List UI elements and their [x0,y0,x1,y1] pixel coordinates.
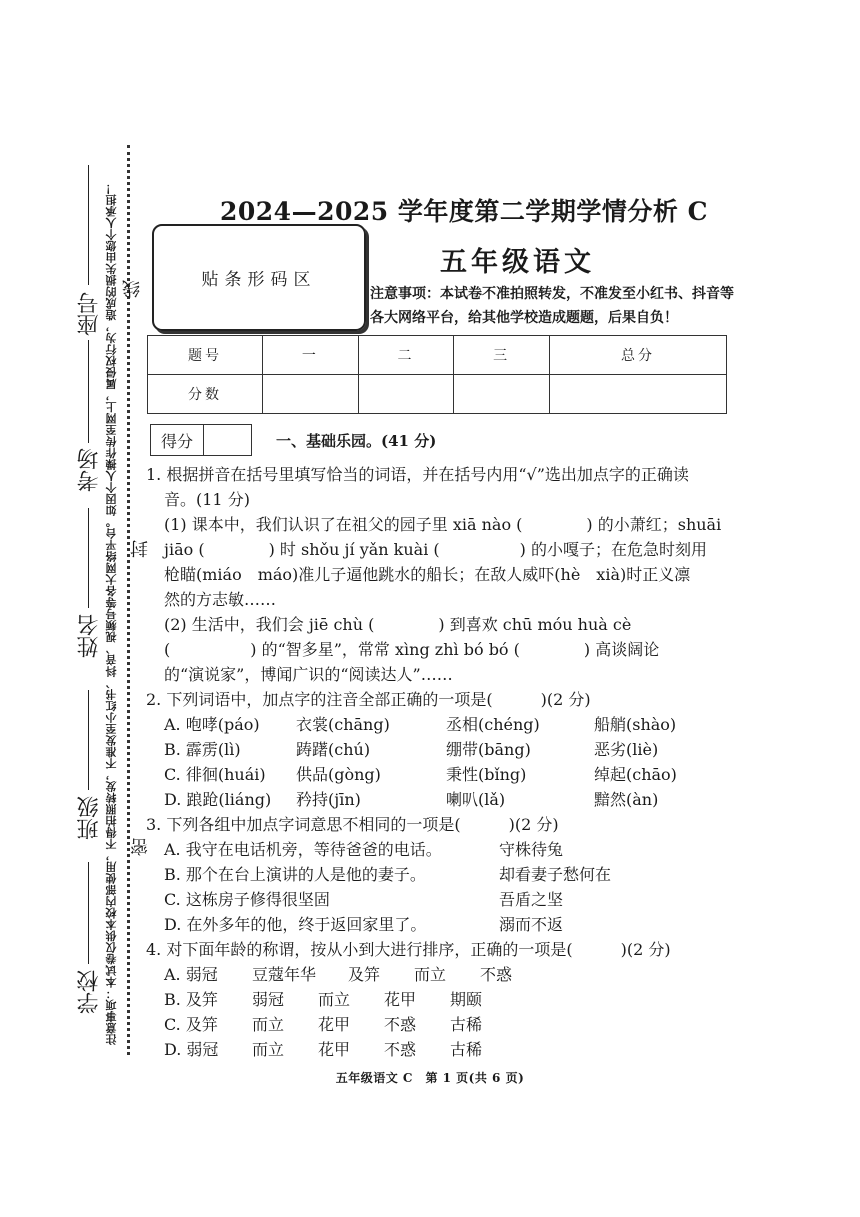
exam-title: 2024—2025 学年度第二学期学情分析 C [220,197,708,226]
q4-option: 花甲 [318,1040,351,1059]
table-row [148,336,727,375]
q2-option: 衣裳(chāng) [296,715,390,734]
q2-option: 绰起(chāo) [594,765,677,784]
score-input-cell[interactable] [263,375,359,414]
name-field[interactable] [88,508,89,608]
q4-option: 豆蔻年华 [252,965,317,984]
q2-option: C. 徘徊(huái) [164,765,266,784]
binding-warning: 注意事项：本试卷仅供本校内部使用，不得拍照转发，不准发至小红书、抖音、视频号等各大网络平台。如因个人操作传至网上，属侵权行为，造成的损失由您个人承担！ [105,182,118,1045]
class-field[interactable] [88,690,89,790]
q4-option: 古稀 [450,1015,483,1034]
q2-option: 喇叭(lǎ) [446,790,506,809]
table-cell: 二 [358,336,454,375]
section-score-box [150,424,252,456]
q1-line: (1) 课本中，我们认识了在祖父的园子里 xiā nào ( ) 的小萧红；shuāi [164,515,722,534]
q3-stem: 3. 下列各组中加点字词意思不相同的一项是( )(2 分) [146,815,559,834]
binding-mi: 密 [130,838,151,856]
q2-option-row [164,712,736,737]
seat-field[interactable] [88,165,89,285]
q4-option-row [164,1037,736,1062]
q3-option-row [164,912,736,937]
q1-line: 1. 根据拼音在括号里填写恰当的词语，并在括号内用“√”选出加点字的正确读 [146,465,689,484]
q4-option: 古稀 [450,1040,483,1059]
q2-option: 踌躇(chú) [296,740,371,759]
q3-option-compare: 吾盾之坚 [499,890,564,909]
q2-option: D. 踉跄(liáng) [164,790,272,809]
q4-option-row [164,1012,736,1037]
q4-option: 不惑 [480,965,513,984]
q2-options [146,712,736,812]
room-field[interactable] [88,340,89,443]
q3-option: B. 那个在台上演讲的人是他的妻子。 [164,865,426,884]
q4-option: B. 及笄 [164,990,218,1009]
q2-option: 恶劣(liè) [594,740,659,759]
table-cell: 一 [263,336,359,375]
q4-option: 而立 [252,1040,285,1059]
q2-stem: 2. 下列词语中，加点字的注音全部正确的一项是( )(2 分) [146,690,591,709]
q2-option: 矜持(jīn) [296,790,361,809]
score-input-cell[interactable] [549,375,726,414]
seat-label: 座号 [77,292,102,336]
q2-option: 船艄(shào) [594,715,677,734]
q4-options [146,962,736,1062]
q1-line: 的“演说家”，博闻广识的“阅读达人”…… [164,665,453,684]
subject-title: 五年级语文 [440,247,595,278]
table-cell: 题号 [148,336,263,375]
q2-option: 丞相(chéng) [446,715,540,734]
q1-line: 音。(11 分) [164,490,250,509]
binding-feng: 封 [130,540,151,558]
table-cell: 分数 [148,375,263,414]
q3-option: D. 在外多年的他，终于返回家里了。 [164,915,427,934]
class-label: 班级 [77,796,102,840]
q4-option: 而立 [252,1015,285,1034]
barcode-area [152,224,366,331]
barcode-label: 贴条形码区 [201,270,317,290]
q2-option: 绷带(bāng) [446,740,531,759]
score-table [147,335,727,414]
q2-option: 黯然(àn) [594,790,659,809]
q4-option: 而立 [318,990,351,1009]
table-row [148,375,727,414]
q4-stem: 4. 对下面年龄的称谓，按从小到大进行排序，正确的一项是( )(2 分) [146,940,671,959]
q4-option: A. 弱冠 [164,965,218,984]
q4-option: 花甲 [318,1015,351,1034]
q4-option: 期颐 [450,990,483,1009]
q3-option-compare: 却看妻子愁何在 [499,865,612,884]
school-label: 学校 [77,970,102,1014]
q4-option-row [164,987,736,1012]
q3-option-compare: 守株待兔 [499,840,564,859]
q3-option: C. 这栋房子修得很坚固 [164,890,330,909]
section-title: 一、基础乐园。(41 分) [276,432,437,450]
q1-line: 然的方志敏…… [164,590,277,609]
page-footer: 五年级语文 C 第 1 页(共 6 页) [335,1071,525,1085]
q1-line: 枪瞄(miáo máo)准儿子逼他跳水的船长；在敌人威吓(hè xià)时正义凛 [164,565,691,584]
q3-option-row [164,862,736,887]
binding-xian: 线 [122,280,143,298]
table-cell: 三 [454,336,550,375]
q4-option: 及笄 [348,965,381,984]
score-input-cell[interactable] [454,375,550,414]
q2-option: 秉性(bǐng) [446,765,527,784]
school-field[interactable] [88,862,89,964]
section-score-label: 得分 [151,425,204,455]
section-score-input[interactable] [204,425,251,455]
q4-option: 而立 [414,965,447,984]
name-label: 姓名 [77,614,102,658]
q1-line: jiāo ( ) 时 shǒu jí yǎn kuài ( ) 的小嘎子；在危急时刻用 [164,540,707,559]
q3-option-compare: 溺而不返 [499,915,564,934]
q3-options [146,837,736,937]
notice-text: 注意事项：本试卷不准拍照转发，不准发至小红书、抖音等各大网络平台，给其他学校造成题题，后果自负！ [370,286,734,326]
q4-option-row [164,962,736,987]
room-label: 考场 [77,448,102,492]
q3-option-row [164,837,736,862]
q4-option: 不惑 [384,1015,417,1034]
q3-option: A. 我守在电话机旁，等待爸爸的电话。 [164,840,442,859]
q4-option: C. 及笄 [164,1015,218,1034]
table-cell: 总分 [549,336,726,375]
q4-option: 不惑 [384,1040,417,1059]
score-input-cell[interactable] [358,375,454,414]
q2-option-row [164,737,736,762]
question-area [146,462,736,1062]
q1-line: ( ) 的“智多星”，常常 xìng zhì bó bó ( ) 高谈阔论 [164,640,660,659]
q4-option: 弱冠 [252,990,285,1009]
q2-option: 供品(gòng) [296,765,381,784]
q2-option: A. 咆哮(páo) [164,715,260,734]
q4-option: D. 弱冠 [164,1040,219,1059]
q4-option: 花甲 [384,990,417,1009]
q2-option-row [164,787,736,812]
q3-option-row [164,887,736,912]
q1-line: (2) 生活中，我们会 jiē chù ( ) 到喜欢 chū móu huà cè [164,615,632,634]
q2-option: B. 霹雳(lì) [164,740,241,759]
q2-option-row [164,762,736,787]
